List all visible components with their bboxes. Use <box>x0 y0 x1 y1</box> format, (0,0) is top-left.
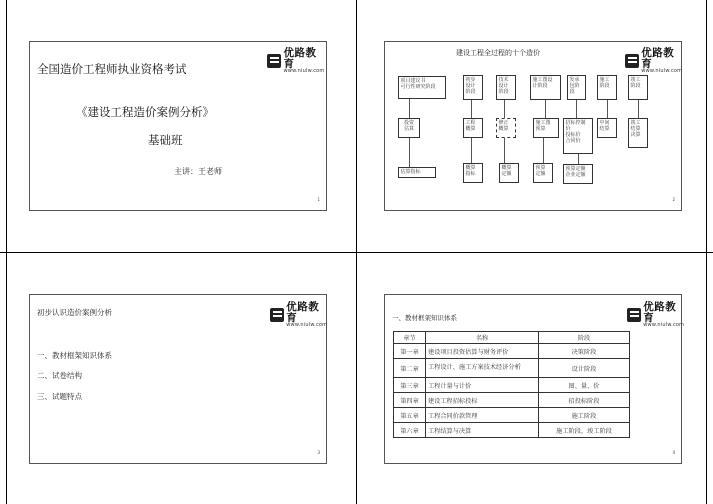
table-cell-phase: 决策阶段 <box>539 344 630 359</box>
cost-box-revised: 修正 概算 <box>496 118 516 138</box>
cost-box-final-settlement: 竣工 结算 决算 <box>628 118 648 148</box>
logo-icon <box>627 308 641 322</box>
logo-url: www.niulw.com <box>643 322 685 328</box>
table-header: 章节 <box>394 332 426 344</box>
table-cell-name: 建设工程招标投标 <box>426 393 539 408</box>
connector <box>543 138 544 163</box>
slide-3[interactable] <box>29 294 327 464</box>
table-header: 阶段 <box>539 332 630 344</box>
logo-url: www.niulw.com <box>641 68 683 74</box>
table-row <box>394 344 630 359</box>
table-cell-phase: 图、量、价 <box>539 378 630 393</box>
connector <box>504 100 505 118</box>
connector <box>471 100 472 118</box>
logo <box>625 48 683 74</box>
connector <box>607 100 608 118</box>
phase-box-construction: 施工 阶段 <box>597 75 617 100</box>
slide-number: 1 <box>317 197 320 202</box>
slide-title: 初步认识造价案例分析 <box>37 308 112 317</box>
table-cell-phase: 施工阶段 <box>539 408 630 423</box>
logo-name: 优路教育 <box>641 47 675 70</box>
logo-name: 优路教育 <box>286 301 320 324</box>
cost-box-preliminary: 工程 概算 <box>463 118 483 138</box>
slide-number: 2 <box>672 197 675 202</box>
slide-2[interactable] <box>384 41 682 211</box>
connector <box>638 100 639 118</box>
logo-icon <box>270 308 284 322</box>
phase-box-completion: 竣工 阶段 <box>628 75 648 100</box>
index-box-preliminary-quota: 概算 定额 <box>499 163 519 183</box>
phase-box-feasibility: 项目建议书 可行性研究阶段 <box>398 76 446 99</box>
table-cell-chapter: 第一章 <box>394 344 426 359</box>
cost-box-drawing-budget: 施工图 预算 <box>533 118 559 138</box>
table-header-row <box>394 332 630 344</box>
phase-box-bidding: 发承 包阶 段 <box>567 75 586 100</box>
table-row <box>394 378 630 393</box>
connector <box>409 138 410 167</box>
table-cell-phase: 招投标阶段 <box>539 393 630 408</box>
table-cell-phase: 设计阶段 <box>539 359 630 378</box>
phase-box-technical-design: 技术 设计 阶段 <box>496 75 516 100</box>
connector <box>504 138 505 163</box>
cost-box-contract: 招标控制 价 投标价 合同价 <box>563 118 593 154</box>
table-cell-phase: 施工阶段、竣工阶段 <box>539 423 630 438</box>
table-row <box>394 393 630 408</box>
table-cell-chapter: 第三章 <box>394 378 426 393</box>
table-cell-chapter: 第四章 <box>394 393 426 408</box>
table-cell-name: 工程合同价款管理 <box>426 408 539 423</box>
logo-name: 优路教育 <box>283 47 317 70</box>
connector <box>578 154 579 164</box>
index-box-preliminary-indicator: 概算 指标 <box>463 163 483 183</box>
table-cell-chapter: 第二章 <box>394 359 426 378</box>
outline-item-1: 一、教材框架知识体系 <box>37 351 112 360</box>
table-row <box>394 408 630 423</box>
exam-title: 全国造价工程师执业资格考试 <box>37 62 187 76</box>
course-title: 《建设工程造价案例分析》 <box>76 105 214 119</box>
phase-box-construction-drawing: 施工图设 计阶段 <box>530 75 561 100</box>
logo-icon <box>267 54 281 68</box>
connector <box>576 100 577 118</box>
grid-line-left <box>6 0 7 504</box>
index-box-estimate-indicator: 估算指标 <box>398 167 436 178</box>
knowledge-table <box>393 331 630 438</box>
grid-line-horizontal <box>0 252 713 253</box>
index-box-enterprise-quota: 预算定额 企业定额 <box>563 164 593 184</box>
table-cell-name: 工程结算与决算 <box>426 423 539 438</box>
cost-box-interim-settlement: 中间 结算 <box>597 118 617 138</box>
table-row <box>394 423 630 438</box>
logo-name: 优路教育 <box>643 301 677 324</box>
grid-line-right <box>706 0 707 504</box>
logo-url: www.niulw.com <box>286 322 328 328</box>
diagram-title: 建设工程全过程的十个造价 <box>456 49 540 57</box>
logo-icon <box>625 54 639 68</box>
connector <box>545 100 546 118</box>
slide-number: 3 <box>317 450 320 455</box>
slide-title: 一、教材框架知识体系 <box>392 314 457 322</box>
table-cell-chapter: 第五章 <box>394 408 426 423</box>
class-name: 基础班 <box>148 133 183 147</box>
logo <box>627 302 685 328</box>
slide-number: 4 <box>672 450 675 455</box>
outline-item-3: 三、试题特点 <box>37 392 82 401</box>
connector <box>409 99 410 118</box>
connector <box>471 138 472 163</box>
logo-url: www.niulw.com <box>283 68 325 74</box>
phase-box-preliminary-design: 初步 设计 阶段 <box>463 75 483 100</box>
table-cell-name: 工程计量与计价 <box>426 378 539 393</box>
logo <box>267 48 326 74</box>
logo <box>270 302 328 328</box>
table-header: 名称 <box>426 332 539 344</box>
table-row <box>394 359 630 378</box>
outline-item-2: 二、试卷结构 <box>37 371 82 380</box>
cost-box-estimate: 投资 估算 <box>398 118 420 138</box>
slide-4[interactable] <box>384 294 685 464</box>
table-cell-name: 建设项目投资估算与财务评价 <box>426 344 539 359</box>
index-box-budget-quota: 预算 定额 <box>533 163 553 183</box>
lecturer: 主讲：王老师 <box>174 167 222 176</box>
table-cell-name: 工程设计、施工方案技术经济分析 <box>426 359 539 378</box>
slide-1[interactable] <box>29 41 327 211</box>
table-cell-chapter: 第六章 <box>394 423 426 438</box>
